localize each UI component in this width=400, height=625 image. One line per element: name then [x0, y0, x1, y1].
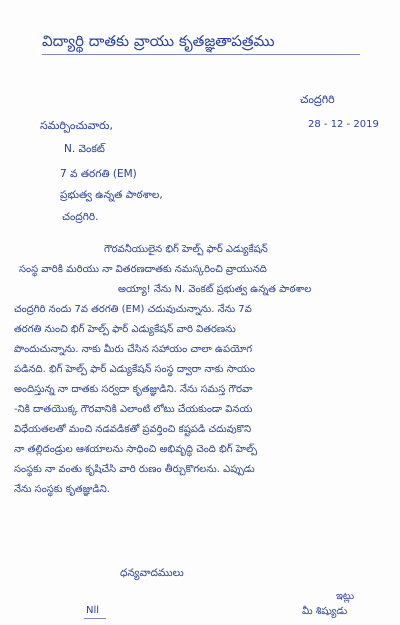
letter-body: [14, 240, 392, 500]
body-line: తరగతి నుంచి భిగ్ హెల్ప్ ఫార్ ఎడ్యుకేషన్ వారి వితరణను: [14, 324, 236, 335]
address-line-class: 7 వ తరగతి (EM): [60, 168, 137, 180]
body-line: అందిస్తున్న నా దాతకు సర్వదా కృతజ్ఞుడిని. నేను సమస్త గౌరవా: [14, 384, 253, 395]
signature-right: మీ శిష్యుడు: [302, 606, 348, 617]
body-line: పొందుచున్నాను. నాకు మీరు చేసిన సహాయం చాలా ఉపయోగ: [14, 344, 253, 355]
signature-left-stroke: [84, 618, 106, 619]
address-line-name: N. వెంకట్: [64, 143, 105, 155]
body-line: పడినది. భిగ్ హెల్ప్ ఫార్ ఎడ్యుకేషన్ సంస్థ ద్వారా నాకు సాయం: [14, 364, 255, 375]
signature-left: Nll: [86, 605, 100, 616]
body-line: చంద్రగిరి నందు 7వ తరగతి (EM) చదువుచున్నాను. నేను 7వ: [14, 304, 252, 315]
yours-label: ఇట్లు: [336, 591, 355, 602]
body-line: నేను సంస్థకు కృతజ్ఞుడిని.: [14, 484, 110, 495]
letter-closing: ధన్యవాదములు: [120, 567, 184, 579]
letter-place: చంద్రగిరి: [300, 93, 335, 106]
recipient-label: సమర్పించువారు,: [40, 119, 113, 132]
address-line-school: ప్రభుత్వ ఉన్నత పాఠశాల,: [60, 189, 163, 201]
body-line: సంస్థకు నా వంతు కృషిచేసి వారి రుణం తీర్చుకొగలను. ఎప్పుడు: [14, 464, 255, 475]
body-line: గౌరవనీయులైన భిగ్ హెల్ప్ ఫార్ ఎడ్యుకేషన్: [104, 244, 268, 255]
body-line: విధేయతలతో మంచి నడవడికతో ప్రవర్తించి కష్టపడి చదువుకొని: [14, 424, 252, 435]
title-underline: [42, 54, 360, 55]
body-line: -నికి దాతయొక్క గౌరవానికి ఎలాంటి లోటు చేయకుండా వినయ: [14, 404, 253, 415]
body-line: సంస్థ వారికి మరియు నా వితరణదాతకు నమస్కరించి వ్రాయునది: [19, 264, 267, 275]
letter-title: విద్యార్థి దాతకు వ్రాయు కృతజ్ఞతాపత్రము: [42, 32, 275, 50]
address-line-town: చంద్రగిరి.: [62, 211, 99, 223]
body-line: అయ్యా! నేను N. వెంకట్ ప్రభుత్వ ఉన్నత పాఠశాల: [118, 284, 312, 295]
body-line: నా తల్లిదండ్రుల ఆశయాలను సాధించి అభివృద్ధి చెంది భిగ్ హెల్ప్: [14, 444, 258, 455]
letter-date: 28 - 12 - 2019: [308, 119, 379, 130]
